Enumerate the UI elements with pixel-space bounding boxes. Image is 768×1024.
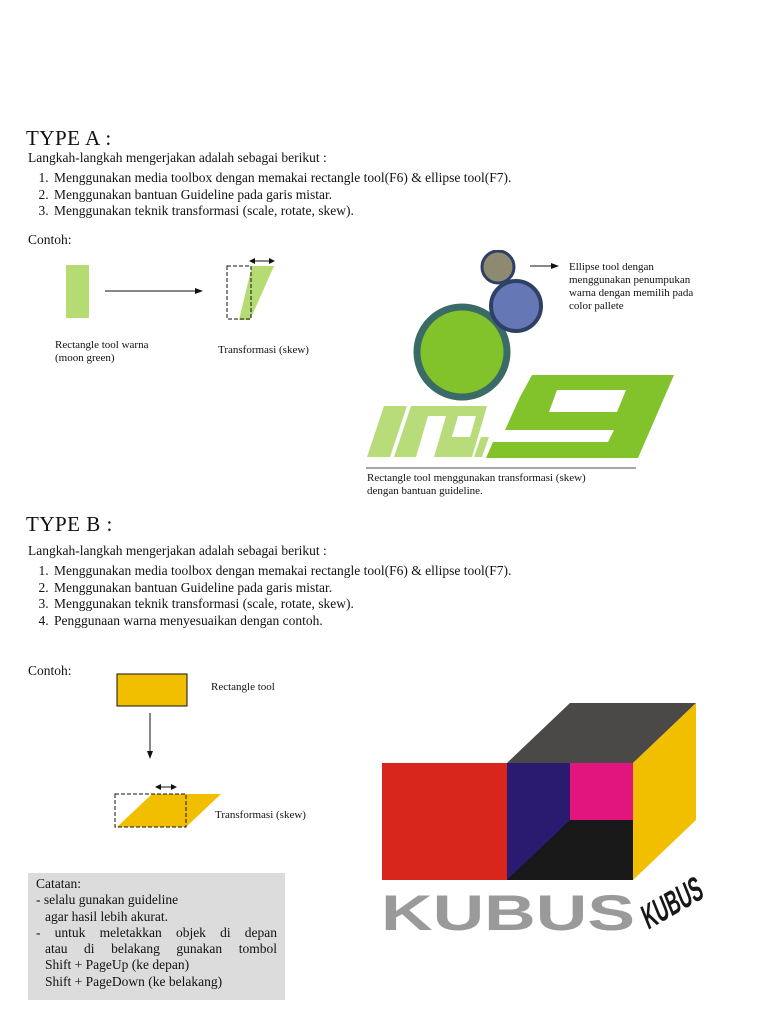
orange-rectangle <box>117 674 187 706</box>
ellipse-note <box>569 261 693 313</box>
type-b-step: 4. Penggunaan warna menyesuaikan dengan contoh. <box>52 613 672 630</box>
catatan-line: atau di belakang gunakan tombol <box>45 941 277 957</box>
cube-front <box>382 763 507 880</box>
type-a-step: 3. Menggunakan teknik transformasi (scale, rotate, skew). <box>52 203 672 220</box>
type-b-step: 1. Menggunakan media toolbox dengan memakai rectangle tool(F6) & ellipse tool(F7). <box>52 563 672 580</box>
arrow-right-icon <box>105 288 203 294</box>
skewed-rectangle <box>239 266 274 320</box>
type-b-intro: Langkah-langkah mengerjakan adalah sebagai berikut : <box>28 543 327 558</box>
skew-caption-a: Transformasi (skew) <box>218 344 309 356</box>
ellipse-note-line: Ellipse tool dengan <box>569 261 654 273</box>
grey-circle <box>482 251 514 283</box>
logo-caption <box>367 472 586 498</box>
type-a-steps <box>28 170 672 220</box>
cube-inner-back <box>570 763 633 820</box>
type-b-contoh-label: Contoh: <box>28 663 72 678</box>
moon-green-rectangle <box>66 265 89 318</box>
ellipse-note-line: menggunakan penumpukan <box>569 274 691 286</box>
catatan-line: Shift + PageUp (ke depan) <box>45 957 190 973</box>
type-a-contoh-label: Contoh: <box>28 232 72 247</box>
double-arrow-icon <box>155 784 177 790</box>
kubus-cube <box>382 703 696 880</box>
catatan-line: Shift + PageDown (ke belakang) <box>45 973 223 989</box>
rect-caption-b: Rectangle tool <box>211 681 275 693</box>
kubus-side-text: KUBUS <box>636 841 756 938</box>
type-a-step: 2. Menggunakan bantuan Guideline pada garis mistar. <box>52 187 672 204</box>
skewed-orange <box>117 794 221 827</box>
rect-caption-line: (moon green) <box>55 352 115 364</box>
logo-caption-line: dengan bantuan guideline. <box>367 485 483 497</box>
logo-green-nine <box>486 375 674 458</box>
type-b-step: 2. Menggunakan bantuan Guideline pada garis mistar. <box>52 580 672 597</box>
type-b-title: TYPE B : <box>26 512 113 536</box>
type-a-step: 1. Menggunakan media toolbox dengan memakai rectangle tool(F6) & ellipse tool(F7). <box>52 170 672 187</box>
type-a-title: TYPE A : <box>26 126 112 150</box>
double-arrow-icon <box>249 258 275 264</box>
catatan-title: Catatan: <box>36 876 81 891</box>
catatan-line: - untuk meletakkan objek di depan <box>36 924 277 940</box>
catatan-line: agar hasil lebih akurat. <box>45 908 168 924</box>
rect-caption-line: Rectangle tool warna <box>55 339 149 351</box>
blue-circle <box>491 281 541 331</box>
type-b-steps <box>28 563 672 629</box>
catatan-line: - selalu gunakan guideline <box>36 892 179 908</box>
arrow-right-icon <box>530 263 559 269</box>
kubus-main-text: KUBUS <box>381 885 635 941</box>
rect-caption <box>55 339 148 365</box>
type-a-intro: Langkah-langkah mengerjakan adalah sebagai berikut : <box>28 150 327 165</box>
arrow-down-icon <box>147 713 153 759</box>
catatan-box <box>28 873 285 1000</box>
ellipse-note-line: warna dengan memilih pada <box>569 287 694 299</box>
logo-caption-line: Rectangle tool menggunakan transformasi (skew) <box>367 472 586 484</box>
logo-light-green-bars <box>367 406 489 457</box>
skew-caption-b: Transformasi (skew) <box>215 809 306 821</box>
type-b-step: 3. Menggunakan teknik transformasi (scale, rotate, skew). <box>52 596 672 613</box>
ellipse-note-line: color pallete <box>569 300 624 312</box>
